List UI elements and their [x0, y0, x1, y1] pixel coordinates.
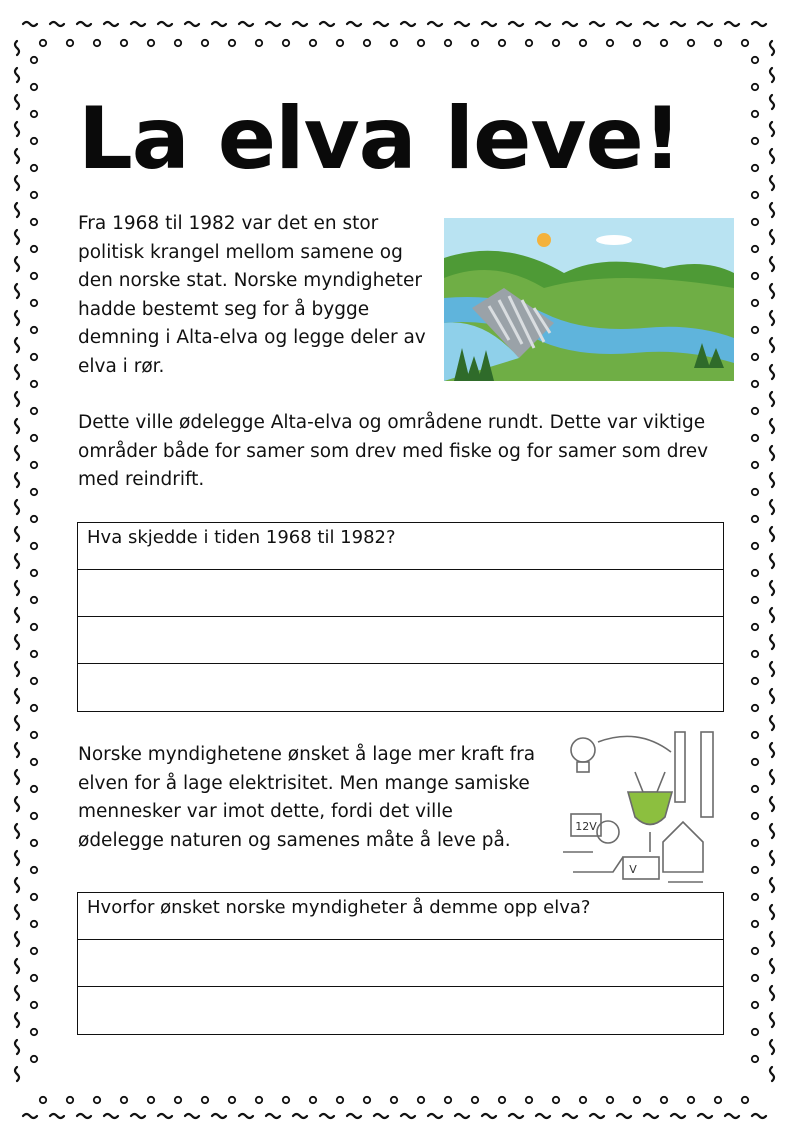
border-wave — [725, 22, 739, 26]
border-dot — [752, 489, 758, 495]
border-dot — [31, 570, 37, 576]
answer-box-1 — [77, 522, 724, 712]
border-wave — [770, 41, 774, 55]
border-wave — [293, 1114, 307, 1118]
border-wave — [293, 22, 307, 26]
border-wave — [770, 1040, 774, 1054]
question-prompt-2: Hvorfor ønsket norske myndigheter å demme opp elva? — [78, 893, 723, 940]
border-dot — [229, 40, 235, 46]
border-wave — [482, 1114, 496, 1118]
border-wave — [455, 1114, 469, 1118]
border-dot — [175, 40, 181, 46]
border-dot — [202, 40, 208, 46]
border-wave — [770, 581, 774, 595]
border-dot — [40, 40, 46, 46]
border-wave — [770, 68, 774, 82]
border-dot — [31, 1056, 37, 1062]
border-wave — [347, 1114, 361, 1118]
border-wave — [770, 446, 774, 460]
border-dot — [337, 40, 343, 46]
border-dot — [715, 40, 721, 46]
border-wave — [15, 635, 19, 649]
border-wave — [320, 22, 334, 26]
border-wave — [15, 932, 19, 946]
border-dot — [472, 40, 478, 46]
border-wave — [770, 959, 774, 973]
border-dot — [31, 300, 37, 306]
border-dot — [634, 40, 640, 46]
border-dot — [752, 57, 758, 63]
border-dot — [31, 678, 37, 684]
border-wave — [15, 365, 19, 379]
border-wave — [15, 257, 19, 271]
border-dot — [121, 1097, 127, 1103]
border-wave — [752, 22, 766, 26]
border-dot — [31, 543, 37, 549]
border-dot — [499, 1097, 505, 1103]
border-wave — [77, 1114, 91, 1118]
border-dot — [310, 40, 316, 46]
border-dot — [752, 705, 758, 711]
border-dot — [31, 921, 37, 927]
border-dot — [283, 1097, 289, 1103]
border-dot — [283, 40, 289, 46]
border-dot — [202, 1097, 208, 1103]
border-wave — [15, 770, 19, 784]
border-dot — [752, 516, 758, 522]
border-dot — [752, 408, 758, 414]
border-wave — [185, 1114, 199, 1118]
intro-paragraph: Fra 1968 til 1982 var det en stor politisk krangel mellom samene og den norske stat. Norske myndigheter hadde bestemt seg for å bygge demning i Alta-elva og legge deler av elva i rør. — [78, 213, 426, 377]
border-wave — [644, 1114, 658, 1118]
border-dot — [31, 381, 37, 387]
border-dot — [742, 40, 748, 46]
border-wave — [15, 905, 19, 919]
border-dot — [752, 948, 758, 954]
border-dot — [752, 624, 758, 630]
border-wave — [15, 68, 19, 82]
border-dot — [752, 219, 758, 225]
border-wave — [770, 905, 774, 919]
answer-line[interactable] — [78, 940, 723, 987]
border-dot — [553, 40, 559, 46]
border-dot — [553, 1097, 559, 1103]
border-wave — [671, 1114, 685, 1118]
border-wave — [617, 22, 631, 26]
border-wave — [131, 1114, 145, 1118]
border-wave — [536, 22, 550, 26]
border-wave — [15, 824, 19, 838]
border-dot — [752, 300, 758, 306]
border-dot — [752, 138, 758, 144]
border-wave — [590, 22, 604, 26]
border-dot — [418, 1097, 424, 1103]
border-dot — [31, 786, 37, 792]
border-wave — [15, 338, 19, 352]
border-dot — [634, 1097, 640, 1103]
border-wave — [770, 284, 774, 298]
border-wave — [770, 851, 774, 865]
border-wave — [15, 851, 19, 865]
border-dot — [607, 1097, 613, 1103]
border-wave — [15, 554, 19, 568]
border-dot — [31, 759, 37, 765]
border-dot — [31, 867, 37, 873]
border-wave — [770, 392, 774, 406]
border-dot — [31, 705, 37, 711]
question-prompt-1: Hva skjedde i tiden 1968 til 1982? — [78, 523, 723, 570]
border-dot — [752, 327, 758, 333]
border-wave — [15, 527, 19, 541]
border-dot — [752, 111, 758, 117]
border-wave — [770, 176, 774, 190]
border-dot — [661, 40, 667, 46]
border-wave — [770, 500, 774, 514]
border-wave — [15, 176, 19, 190]
border-dot — [742, 1097, 748, 1103]
border-wave — [617, 1114, 631, 1118]
border-wave — [15, 797, 19, 811]
border-dot — [229, 1097, 235, 1103]
border-dot — [31, 57, 37, 63]
border-wave — [50, 22, 64, 26]
border-wave — [770, 608, 774, 622]
border-dot — [310, 1097, 316, 1103]
border-wave — [15, 959, 19, 973]
border-dot — [31, 219, 37, 225]
border-dot — [31, 165, 37, 171]
border-dot — [31, 597, 37, 603]
border-dot — [31, 840, 37, 846]
border-wave — [50, 1114, 64, 1118]
border-dot — [445, 1097, 451, 1103]
border-dot — [337, 1097, 343, 1103]
border-dot — [31, 732, 37, 738]
battery-label: 12V — [575, 820, 597, 833]
answer-line[interactable] — [78, 570, 723, 617]
border-dot — [752, 759, 758, 765]
border-dot — [752, 1002, 758, 1008]
border-dot — [121, 40, 127, 46]
electricity-illustration — [553, 722, 719, 892]
border-wave — [131, 22, 145, 26]
border-wave — [15, 716, 19, 730]
border-dot — [752, 894, 758, 900]
border-wave — [15, 419, 19, 433]
border-wave — [563, 22, 577, 26]
border-wave — [266, 22, 280, 26]
border-wave — [770, 527, 774, 541]
answer-line[interactable] — [78, 987, 723, 1034]
border-wave — [77, 22, 91, 26]
border-dot — [31, 894, 37, 900]
border-dot — [752, 462, 758, 468]
border-wave — [770, 689, 774, 703]
border-wave — [671, 22, 685, 26]
border-dot — [391, 1097, 397, 1103]
border-wave — [455, 22, 469, 26]
border-dot — [752, 597, 758, 603]
border-wave — [698, 22, 712, 26]
border-wave — [563, 1114, 577, 1118]
border-dot — [752, 1029, 758, 1035]
border-dot — [752, 543, 758, 549]
border-dot — [31, 1029, 37, 1035]
border-dot — [752, 732, 758, 738]
border-wave — [15, 230, 19, 244]
border-wave — [482, 22, 496, 26]
border-dot — [752, 678, 758, 684]
border-wave — [15, 743, 19, 757]
border-wave — [770, 662, 774, 676]
border-wave — [770, 122, 774, 136]
border-dot — [31, 651, 37, 657]
border-dot — [67, 1097, 73, 1103]
border-dot — [752, 165, 758, 171]
border-wave — [374, 1114, 388, 1118]
border-dot — [752, 381, 758, 387]
border-dot — [752, 192, 758, 198]
border-wave — [15, 500, 19, 514]
border-wave — [509, 22, 523, 26]
border-wave — [158, 1114, 172, 1118]
border-dot — [94, 1097, 100, 1103]
answer-box-2 — [77, 892, 724, 1035]
border-dot — [67, 40, 73, 46]
border-dot — [256, 40, 262, 46]
border-dot — [391, 40, 397, 46]
border-wave — [23, 1114, 37, 1118]
border-wave — [15, 284, 19, 298]
dam-illustration — [444, 218, 734, 381]
border-wave — [770, 770, 774, 784]
border-dot — [752, 246, 758, 252]
border-wave — [320, 1114, 334, 1118]
border-wave — [770, 932, 774, 946]
border-dot — [31, 489, 37, 495]
border-wave — [770, 203, 774, 217]
border-wave — [770, 635, 774, 649]
border-wave — [15, 41, 19, 55]
border-dot — [752, 570, 758, 576]
border-wave — [212, 1114, 226, 1118]
border-wave — [15, 1040, 19, 1054]
border-wave — [770, 311, 774, 325]
border-dot — [31, 624, 37, 630]
border-wave — [15, 689, 19, 703]
border-wave — [428, 22, 442, 26]
border-wave — [15, 1067, 19, 1081]
border-wave — [770, 743, 774, 757]
border-dot — [752, 786, 758, 792]
border-wave — [770, 554, 774, 568]
border-dot — [256, 1097, 262, 1103]
border-dot — [752, 651, 758, 657]
border-dot — [752, 840, 758, 846]
impact-paragraph: Dette ville ødelegge Alta-elva og områdene rundt. Dette var viktige områder både for samer som drev med fiske og for samer som drev med reindrift. — [78, 412, 709, 490]
border-wave — [15, 608, 19, 622]
border-dot — [499, 40, 505, 46]
answer-line[interactable] — [78, 617, 723, 664]
border-dot — [40, 1097, 46, 1103]
border-dot — [445, 40, 451, 46]
border-dot — [661, 1097, 667, 1103]
border-wave — [770, 230, 774, 244]
border-wave — [752, 1114, 766, 1118]
border-wave — [23, 22, 37, 26]
border-wave — [15, 392, 19, 406]
border-wave — [770, 473, 774, 487]
border-wave — [15, 311, 19, 325]
border-wave — [770, 824, 774, 838]
border-wave — [15, 662, 19, 676]
border-dot — [31, 192, 37, 198]
border-dot — [752, 273, 758, 279]
border-dot — [580, 40, 586, 46]
border-wave — [770, 419, 774, 433]
border-wave — [509, 1114, 523, 1118]
border-wave — [347, 22, 361, 26]
border-dot — [31, 327, 37, 333]
border-dot — [688, 1097, 694, 1103]
border-wave — [374, 22, 388, 26]
power-paragraph: Norske myndighetene ønsket å lage mer kraft fra elven for å lage elektrisitet. Men mange samiske mennesker var imot dette, fordi det ville ødelegge naturen og samenes måte å leve på. — [78, 744, 536, 851]
border-dot — [31, 975, 37, 981]
border-dot — [148, 1097, 154, 1103]
border-dot — [94, 40, 100, 46]
border-dot — [688, 40, 694, 46]
border-dot — [31, 813, 37, 819]
border-dot — [175, 1097, 181, 1103]
border-dot — [31, 408, 37, 414]
border-wave — [401, 22, 415, 26]
border-wave — [770, 797, 774, 811]
border-dot — [31, 435, 37, 441]
border-wave — [770, 95, 774, 109]
border-dot — [364, 40, 370, 46]
border-dot — [31, 1002, 37, 1008]
border-dot — [752, 813, 758, 819]
border-dot — [418, 40, 424, 46]
border-wave — [15, 878, 19, 892]
border-wave — [15, 95, 19, 109]
border-wave — [15, 473, 19, 487]
border-wave — [770, 149, 774, 163]
border-dot — [752, 921, 758, 927]
border-wave — [104, 1114, 118, 1118]
border-wave — [770, 257, 774, 271]
border-dot — [752, 1056, 758, 1062]
border-wave — [536, 1114, 550, 1118]
border-wave — [104, 22, 118, 26]
border-wave — [15, 446, 19, 460]
border-wave — [15, 122, 19, 136]
border-dot — [364, 1097, 370, 1103]
border-wave — [158, 22, 172, 26]
border-wave — [725, 1114, 739, 1118]
border-wave — [770, 1067, 774, 1081]
border-dot — [31, 948, 37, 954]
border-dot — [752, 867, 758, 873]
border-wave — [428, 1114, 442, 1118]
border-dot — [31, 138, 37, 144]
border-wave — [239, 1114, 253, 1118]
border-wave — [770, 1013, 774, 1027]
border-dot — [752, 435, 758, 441]
border-wave — [770, 878, 774, 892]
border-dot — [31, 246, 37, 252]
border-dot — [752, 84, 758, 90]
border-wave — [770, 986, 774, 1000]
border-dot — [31, 111, 37, 117]
border-wave — [15, 203, 19, 217]
border-wave — [185, 22, 199, 26]
border-wave — [770, 716, 774, 730]
border-dot — [31, 516, 37, 522]
answer-line[interactable] — [78, 664, 723, 711]
border-wave — [401, 1114, 415, 1118]
border-wave — [266, 1114, 280, 1118]
border-dot — [31, 273, 37, 279]
border-dot — [31, 354, 37, 360]
border-dot — [526, 1097, 532, 1103]
border-dot — [472, 1097, 478, 1103]
border-wave — [15, 149, 19, 163]
page-title: La elva leve! — [78, 89, 682, 189]
border-wave — [770, 365, 774, 379]
border-dot — [607, 40, 613, 46]
border-wave — [698, 1114, 712, 1118]
border-dot — [526, 40, 532, 46]
border-wave — [644, 22, 658, 26]
border-dot — [715, 1097, 721, 1103]
border-wave — [15, 1013, 19, 1027]
border-wave — [770, 338, 774, 352]
border-wave — [15, 581, 19, 595]
border-wave — [212, 22, 226, 26]
border-dot — [752, 354, 758, 360]
border-dot — [31, 84, 37, 90]
border-dot — [31, 462, 37, 468]
border-wave — [15, 986, 19, 1000]
border-wave — [590, 1114, 604, 1118]
border-dot — [148, 40, 154, 46]
border-wave — [239, 22, 253, 26]
border-dot — [752, 975, 758, 981]
border-dot — [580, 1097, 586, 1103]
meter-label: V — [629, 863, 637, 876]
